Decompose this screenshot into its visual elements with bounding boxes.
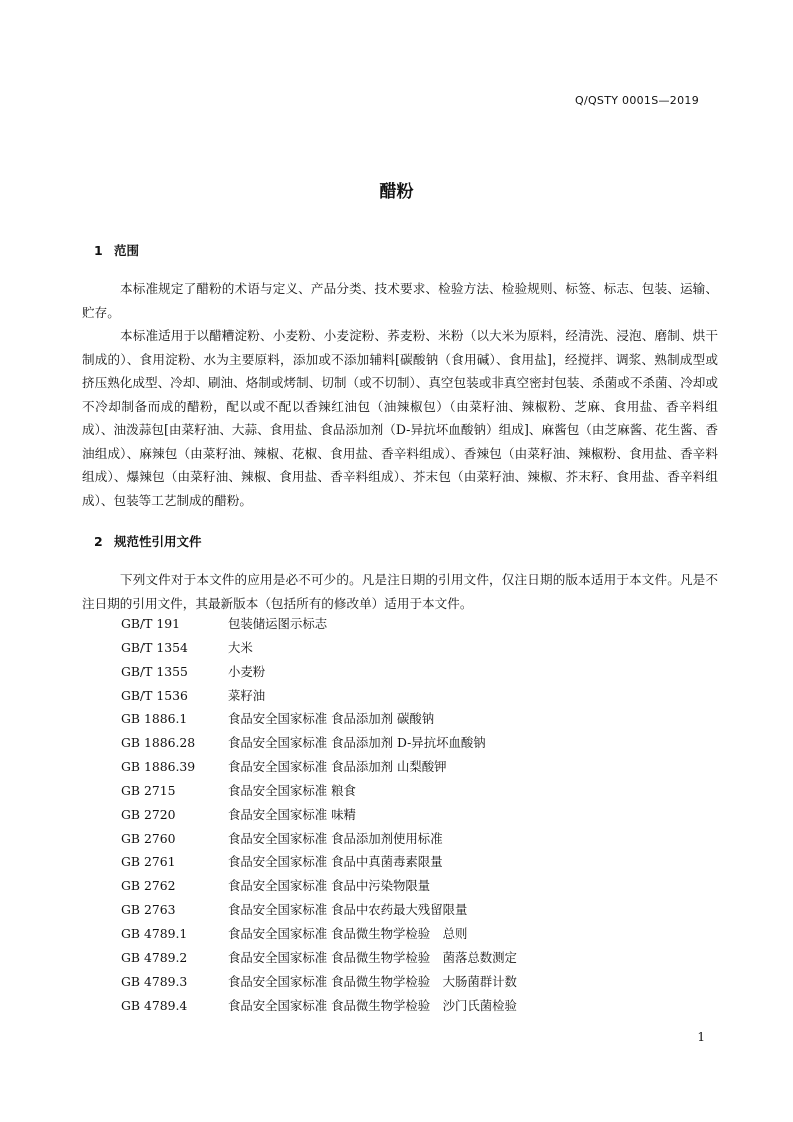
reference-code: GB 1886.28 bbox=[121, 735, 196, 751]
section-heading-scope bbox=[94, 241, 139, 259]
reference-code: GB 2762 bbox=[121, 878, 176, 894]
page-title: 醋粉 bbox=[379, 182, 414, 202]
reference-title: 食品安全国家标准 粮食 bbox=[228, 782, 356, 798]
reference-code: GB 1886.39 bbox=[121, 759, 196, 775]
reference-title: 大米 bbox=[228, 639, 253, 655]
reference-item bbox=[121, 612, 517, 636]
reference-title: 食品安全国家标准 食品微生物学检验 菌落总数测定 bbox=[228, 949, 517, 965]
reference-code: GB 2720 bbox=[121, 806, 176, 822]
reference-code: GB 2761 bbox=[121, 854, 176, 870]
reference-code: GB/T 1536 bbox=[121, 687, 188, 703]
scope-paragraph-1: 本标准规定了醋粉的术语与定义、产品分类、技术要求、检验方法、检验规则、标签、标志、包装、运输、贮存。 bbox=[82, 281, 718, 320]
reference-list bbox=[121, 612, 517, 1017]
reference-code: GB 2715 bbox=[121, 782, 176, 798]
reference-item bbox=[121, 707, 517, 731]
reference-code: GB 1886.1 bbox=[121, 711, 188, 727]
reference-code: GB 4789.1 bbox=[121, 925, 188, 941]
reference-title: 小麦粉 bbox=[228, 663, 266, 679]
reference-title: 食品安全国家标准 食品微生物学检验 沙门氏菌检验 bbox=[228, 997, 517, 1013]
section-title: 范围 bbox=[114, 243, 140, 258]
reference-item bbox=[121, 922, 517, 946]
section-title: 规范性引用文件 bbox=[114, 534, 202, 549]
reference-title: 食品安全国家标准 食品添加剂 山梨酸钾 bbox=[228, 759, 447, 775]
section-number: 2 bbox=[94, 534, 103, 549]
reference-code: GB/T 1355 bbox=[121, 663, 188, 679]
reference-item bbox=[121, 994, 517, 1018]
reference-code: GB 4789.3 bbox=[121, 973, 188, 989]
reference-item bbox=[121, 731, 517, 755]
reference-title: 食品安全国家标准 味精 bbox=[228, 806, 356, 822]
reference-item bbox=[121, 898, 517, 922]
reference-title: 菜籽油 bbox=[228, 687, 266, 703]
reference-item bbox=[121, 636, 517, 660]
document-code: Q/QSTY 0001S—2019 bbox=[574, 94, 699, 107]
reference-title: 食品安全国家标准 食品中污染物限量 bbox=[228, 878, 431, 894]
reference-code: GB 2760 bbox=[121, 830, 176, 846]
reference-title: 食品安全国家标准 食品中真菌毒素限量 bbox=[228, 854, 443, 870]
reference-title: 食品安全国家标准 食品中农药最大残留限量 bbox=[228, 902, 468, 918]
reference-code: GB 2763 bbox=[121, 902, 176, 918]
reference-title: 食品安全国家标准 食品添加剂使用标准 bbox=[228, 830, 443, 846]
page-number: 1 bbox=[697, 1030, 705, 1044]
section-heading-references bbox=[94, 532, 202, 550]
scope-paragraph-2: 本标准适用于以醋糟淀粉、小麦粉、小麦淀粉、荞麦粉、米粉（以大米为原料，经清洗、浸泡、磨制、烘干制成的）、食用淀粉、水为主要原料，添加或不添加辅料[碳酸钠（食用碱）、食用盐]，经搅拌、调浆、熟制成型或挤压熟化成型、冷却、刷油、烙制或烤制、切制（或不切制）、真空包装或非真空密封包装、杀菌或不杀菌、冷却或不冷却制备而成的醋粉，配以或不配以香辣红油包（油辣椒包）（由菜籽油、辣椒粉、芝麻、食用盐、香辛料组成）、油泼蒜包[由菜籽油、大蒜、食用盐、食品添加剂（D-异抗坏血酸钠）组成]、麻酱包（由芝麻酱、花生酱、香油组成）、麻辣包（由菜籽油、辣椒、花椒、食用盐、香辛料组成）、香辣包（由菜籽油、辣椒粉、食用盐、香辛料组成）、爆辣包（由菜籽油、辣椒、食用盐、香辛料组成）、芥末包（由菜籽油、辣椒、芥末籽、食用盐、香辛料组成）、包装等工艺制成的醋粉。 bbox=[82, 328, 718, 508]
reference-title: 食品安全国家标准 食品微生物学检验 总则 bbox=[228, 925, 468, 941]
reference-code: GB/T 191 bbox=[121, 616, 181, 631]
reference-title: 食品安全国家标准 食品微生物学检验 大肠菌群计数 bbox=[228, 973, 517, 989]
reference-item bbox=[121, 779, 517, 803]
reference-item bbox=[121, 660, 517, 684]
reference-item bbox=[121, 874, 517, 898]
reference-title: 包装储运图示标志 bbox=[228, 616, 328, 631]
reference-title: 食品安全国家标准 食品添加剂 碳酸钠 bbox=[228, 711, 435, 727]
reference-item bbox=[121, 850, 517, 874]
reference-item bbox=[121, 684, 517, 708]
reference-code: GB 4789.2 bbox=[121, 949, 188, 965]
reference-item bbox=[121, 827, 517, 851]
section-number: 1 bbox=[94, 243, 103, 258]
reference-item bbox=[121, 755, 517, 779]
references-intro-paragraph: 下列文件对于本文件的应用是必不可少的。凡是注日期的引用文件，仅注日期的版本适用于本文件。凡是不注日期的引用文件，其最新版本（包括所有的修改单）适用于本文件。 bbox=[82, 572, 718, 611]
reference-code: GB 4789.4 bbox=[121, 997, 188, 1013]
reference-item bbox=[121, 803, 517, 827]
reference-code: GB/T 1354 bbox=[121, 639, 188, 655]
reference-title: 食品安全国家标准 食品添加剂 D-异抗坏血酸钠 bbox=[228, 735, 486, 751]
reference-item bbox=[121, 970, 517, 994]
reference-item bbox=[121, 946, 517, 970]
